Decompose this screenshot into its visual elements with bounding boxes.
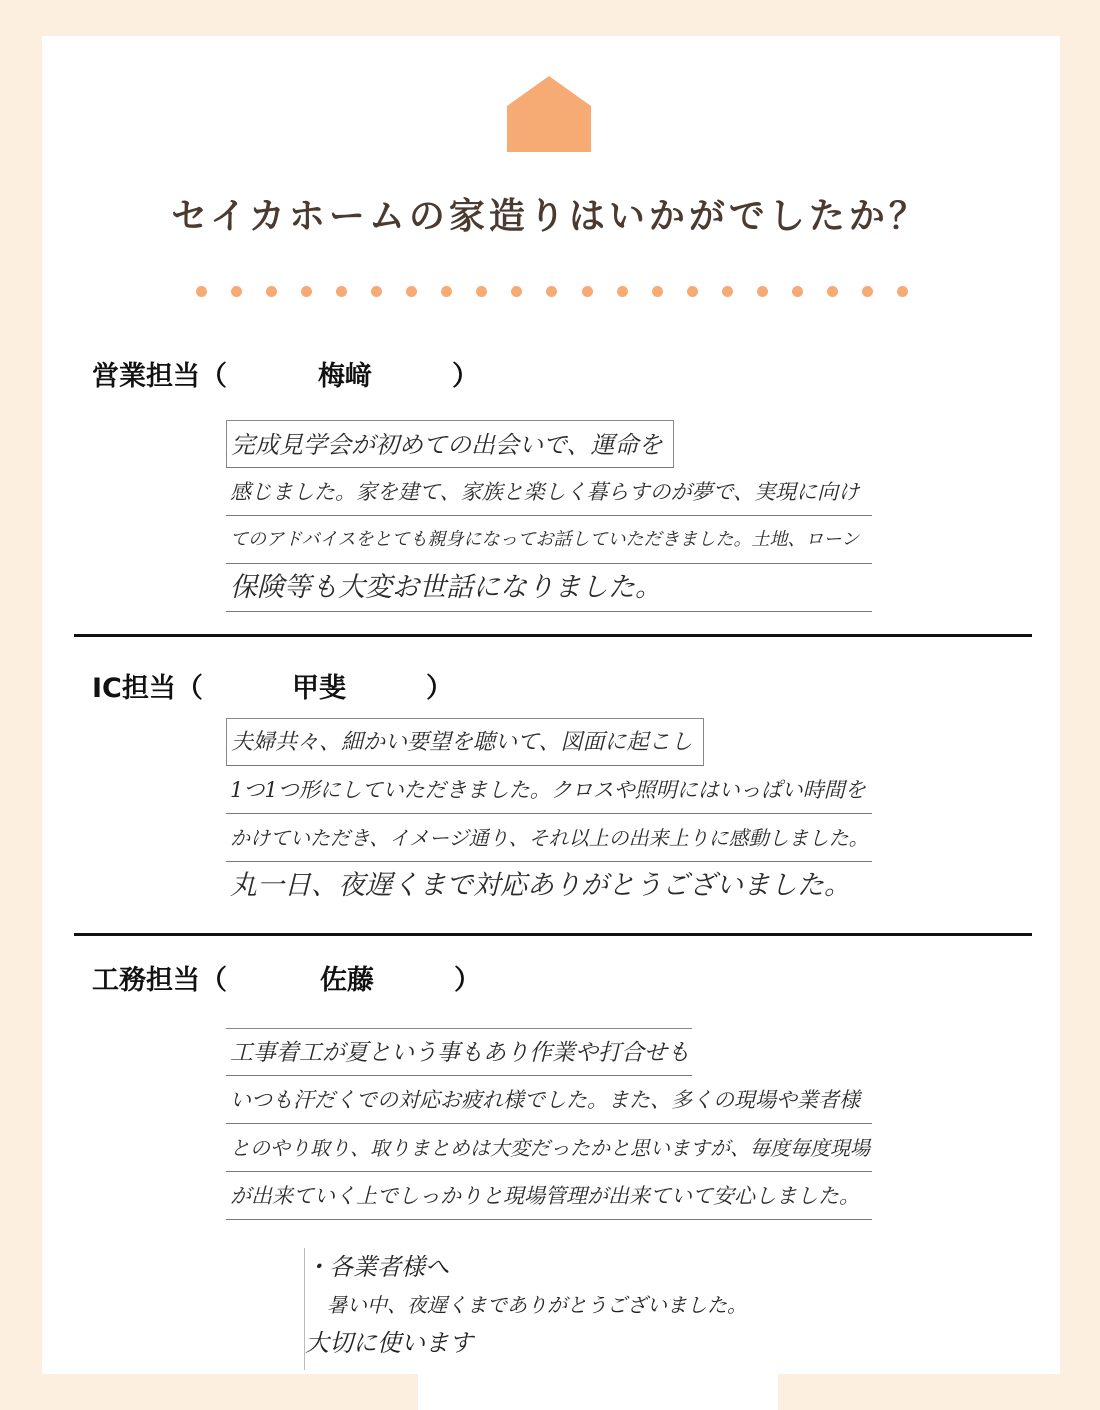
note-line: 暑い中、夜遅くまでありがとうございました。 bbox=[327, 1293, 747, 1317]
role-label: 工務担当（ bbox=[92, 965, 227, 996]
comment-line: 感じました。家を建て、家族と楽しく暮らすのが夢で、実現に向け bbox=[226, 468, 872, 516]
divider-dot bbox=[336, 286, 347, 297]
handwritten-note bbox=[304, 1248, 755, 1370]
divider-dot bbox=[792, 286, 803, 297]
divider-dot bbox=[406, 286, 417, 297]
construction-comment bbox=[226, 1028, 872, 1220]
divider-dot bbox=[687, 286, 698, 297]
divider-dot bbox=[722, 286, 733, 297]
divider-dot bbox=[546, 286, 557, 297]
divider-dot bbox=[652, 286, 663, 297]
staff-name: 甲斐 bbox=[292, 673, 346, 704]
divider-dot bbox=[827, 286, 838, 297]
section-divider bbox=[74, 933, 1032, 936]
divider-dot bbox=[371, 286, 382, 297]
page-title: セイカホームの家造りはいかがでしたか？ bbox=[171, 196, 929, 237]
comment-line: が出来ていく上でしっかりと現場管理が出来ていて安心しました。 bbox=[226, 1172, 872, 1220]
comment-line: 1つ1つ形にしていただきました。クロスや照明にはいっぱい時間を bbox=[226, 766, 872, 814]
staff-name: 梅﨑 bbox=[318, 361, 372, 392]
house-icon bbox=[507, 76, 591, 152]
close-paren: ） bbox=[452, 361, 479, 392]
sales-comment bbox=[226, 420, 872, 612]
comment-line: 保険等も大変お世話になりました。 bbox=[226, 564, 872, 612]
ic-staff-label bbox=[92, 666, 512, 702]
bottom-tab bbox=[418, 1372, 778, 1410]
divider-dot bbox=[582, 286, 593, 297]
comment-line: いつも汗だくでの対応お疲れ様でした。また、多くの現場や業者様 bbox=[226, 1076, 872, 1124]
divider-dot bbox=[476, 286, 487, 297]
note-line: ・各業者様へ bbox=[305, 1253, 449, 1281]
close-paren: ） bbox=[454, 965, 481, 996]
divider-dot bbox=[511, 286, 522, 297]
section-divider bbox=[74, 634, 1032, 637]
divider-dot bbox=[301, 286, 312, 297]
staff-name: 佐藤 bbox=[320, 965, 374, 996]
dotted-divider bbox=[196, 284, 908, 298]
comment-line: てのアドバイスをとても親身になってお話していただきました。土地、ローン bbox=[226, 516, 872, 564]
comment-line: とのやり取り、取りまとめは大変だったかと思いますが、毎度毎度現場 bbox=[226, 1124, 872, 1172]
divider-dot bbox=[757, 286, 768, 297]
sales-staff-label bbox=[92, 354, 512, 390]
ic-comment bbox=[226, 718, 872, 910]
role-label: IC担当（ bbox=[92, 673, 203, 704]
role-label: 営業担当（ bbox=[92, 361, 227, 392]
divider-dot bbox=[441, 286, 452, 297]
close-paren: ） bbox=[426, 673, 453, 704]
divider-dot bbox=[231, 286, 242, 297]
comment-line: 丸一日、夜遅くまで対応ありがとうございました。 bbox=[230, 870, 851, 901]
divider-dot bbox=[897, 286, 908, 297]
divider-dot bbox=[266, 286, 277, 297]
construction-staff-label bbox=[92, 958, 512, 994]
comment-line: 工事着工が夏という事もあり作業や打合せも bbox=[226, 1028, 692, 1076]
comment-line: かけていただき、イメージ通り、それ以上の出来上りに感動しました。 bbox=[226, 814, 872, 862]
divider-dot bbox=[862, 286, 873, 297]
divider-dot bbox=[196, 286, 207, 297]
note-line: 大切に使います bbox=[305, 1329, 473, 1357]
comment-line: 夫婦共々、細かい要望を聴いて、図面に起こし bbox=[226, 718, 704, 766]
comment-line: 完成見学会が初めての出会いで、運命を bbox=[226, 420, 674, 468]
divider-dot bbox=[617, 286, 628, 297]
